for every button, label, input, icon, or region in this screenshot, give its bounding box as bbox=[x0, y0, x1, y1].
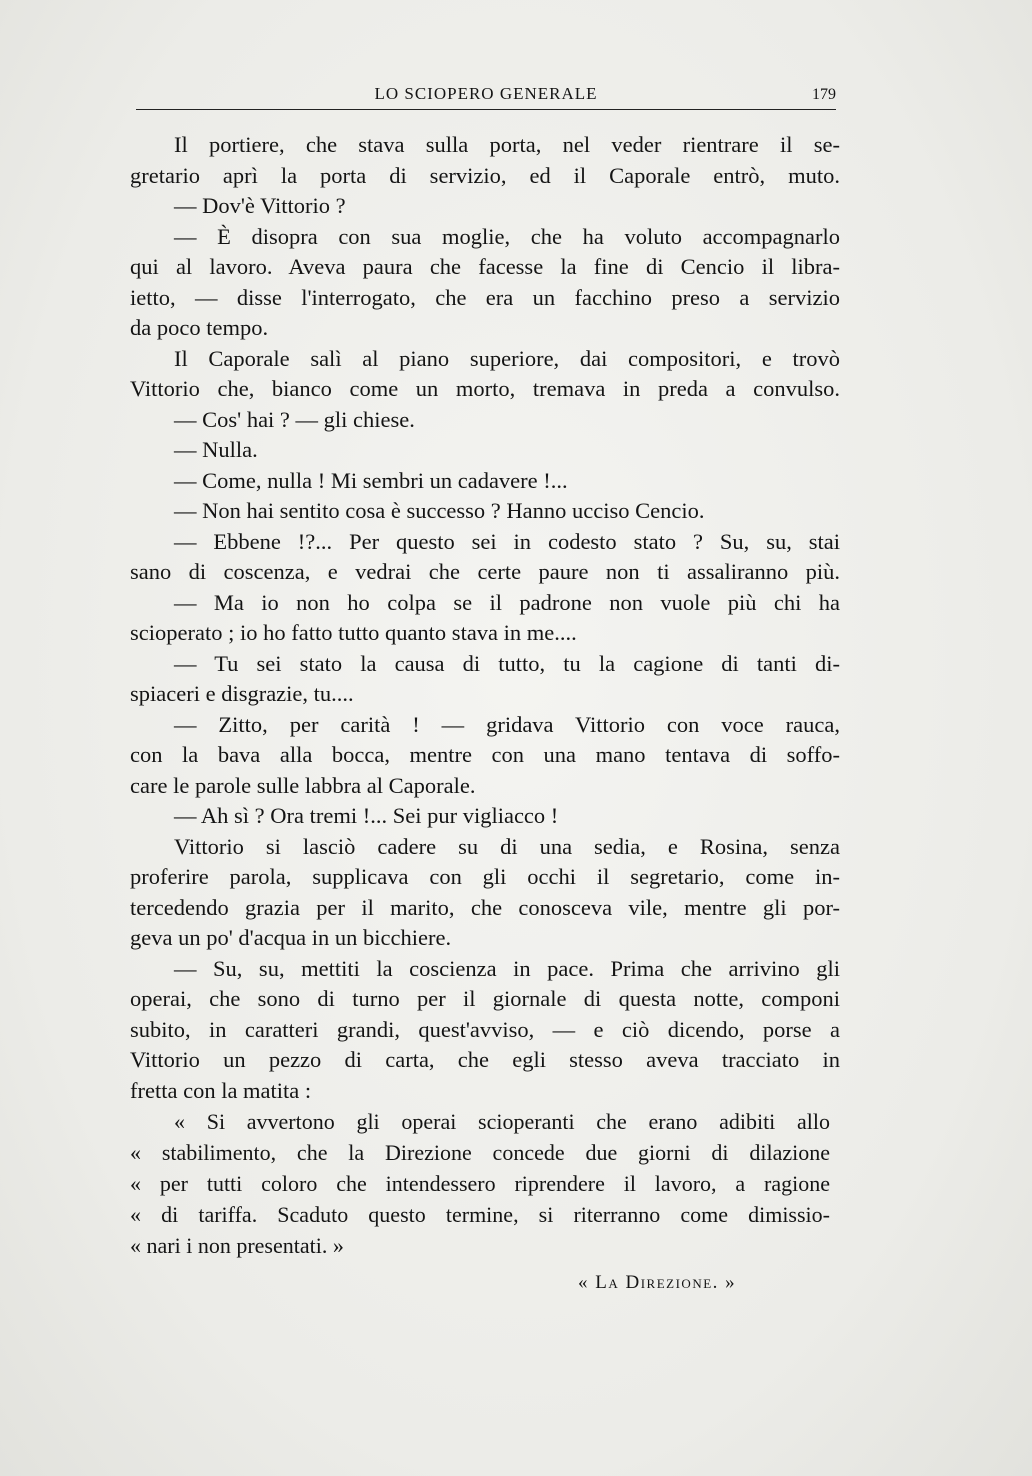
text-line: — Ah sì ? Ora tremi !... Sei pur vigliacco ! bbox=[174, 803, 559, 828]
text-line: — Nulla. bbox=[174, 437, 258, 462]
text-line: geva un po' d'acqua in un bicchiere. bbox=[130, 925, 452, 950]
notice-line: « stabilimento, che la Direzione concede due giorni di dilazione bbox=[130, 1140, 830, 1165]
text-line: — Come, nulla ! Mi sembri un cadavere !... bbox=[174, 467, 568, 493]
text-line: Vittorio si lasciò cadere su di una sedia, e Rosina, senza bbox=[174, 833, 840, 859]
text-line: — Ma io non ho colpa se il padrone non vuole più chi ha bbox=[174, 589, 840, 615]
notice-block bbox=[130, 1106, 830, 1261]
text-line: tercedendo grazia per il marito, che conosceva vile, mentre gli por- bbox=[130, 894, 840, 920]
text-line: — Ebbene !?... Per questo sei in codesto stato ? Su, su, stai bbox=[174, 528, 840, 554]
notice-line: « nari i non presentati. » bbox=[130, 1233, 344, 1258]
text-line: ietto, — disse l'interrogato, che era un facchino preso a servizio bbox=[130, 284, 840, 310]
page-number: 179 bbox=[812, 86, 836, 103]
text-line: Il portiere, che stava sulla porta, nel veder rientrare il se- bbox=[174, 132, 840, 157]
text-line: — Tu sei stato la causa di tutto, tu la cagione di tanti di- bbox=[174, 650, 840, 676]
text-line: gretario aprì la porta di servizio, ed il Caporale entrò, muto. bbox=[130, 162, 840, 188]
text-line: sano di coscenza, e vedrai che certe paure non ti assaliranno più. bbox=[130, 559, 840, 584]
header-rule bbox=[136, 109, 836, 110]
running-title: LO SCIOPERO GENERALE bbox=[374, 84, 598, 103]
page-header bbox=[136, 84, 836, 110]
text-line: Vittorio un pezzo di carta, che egli stesso aveva tracciato in bbox=[130, 1047, 840, 1072]
text-line: fretta con la matita : bbox=[130, 1077, 312, 1103]
text-line: — Dov'è Vittorio ? bbox=[174, 193, 346, 218]
text-line: scioperato ; io ho fatto tutto quanto stava in me.... bbox=[130, 620, 577, 645]
text-line: spiaceri e disgrazie, tu.... bbox=[130, 681, 354, 706]
notice-line: « per tutti coloro che intendessero riprendere il lavoro, a ragione bbox=[130, 1171, 830, 1196]
notice-line: « Si avvertono gli operai scioperanti che erano adibiti allo bbox=[174, 1109, 830, 1134]
notice-line: « di tariffa. Scaduto questo termine, si riterranno come dimissio- bbox=[130, 1202, 830, 1227]
text-line: subito, in caratteri grandi, quest'avviso, — e ciò dicendo, porse a bbox=[130, 1016, 840, 1042]
text-line: qui al lavoro. Aveva paura che facesse la fine di Cencio il libra- bbox=[130, 254, 840, 279]
text-line: — Non hai sentito cosa è successo ? Hanno ucciso Cencio. bbox=[174, 498, 705, 523]
text-line: con la bava alla bocca, mentre con una mano tentava di soffo- bbox=[130, 742, 840, 767]
text-line: — Su, su, mettiti la coscienza in pace. Prima che arrivino gli bbox=[174, 955, 840, 981]
text-line: da poco tempo. bbox=[130, 315, 269, 340]
text-line: care le parole sulle labbra al Caporale. bbox=[130, 772, 476, 798]
text-line: Vittorio che, bianco come un morto, tremava in preda a convulso. bbox=[130, 376, 840, 401]
text-line: Il Caporale salì al piano superiore, dai compositori, e trovò bbox=[174, 345, 840, 371]
text-line: — Zitto, per carità ! — gridava Vittorio con voce rauca, bbox=[174, 711, 840, 737]
text-line: proferire parola, supplicava con gli occhi il segretario, come in- bbox=[130, 864, 840, 889]
body-text bbox=[130, 130, 840, 1106]
notice-signature: « La Direzione. » bbox=[578, 1272, 737, 1293]
text-line: — È disopra con sua moglie, che ha voluto accompagnarlo bbox=[174, 223, 840, 249]
text-line: operai, che sono di turno per il giornale di questa notte, componi bbox=[130, 986, 840, 1011]
text-line: — Cos' hai ? — gli chiese. bbox=[174, 406, 415, 432]
